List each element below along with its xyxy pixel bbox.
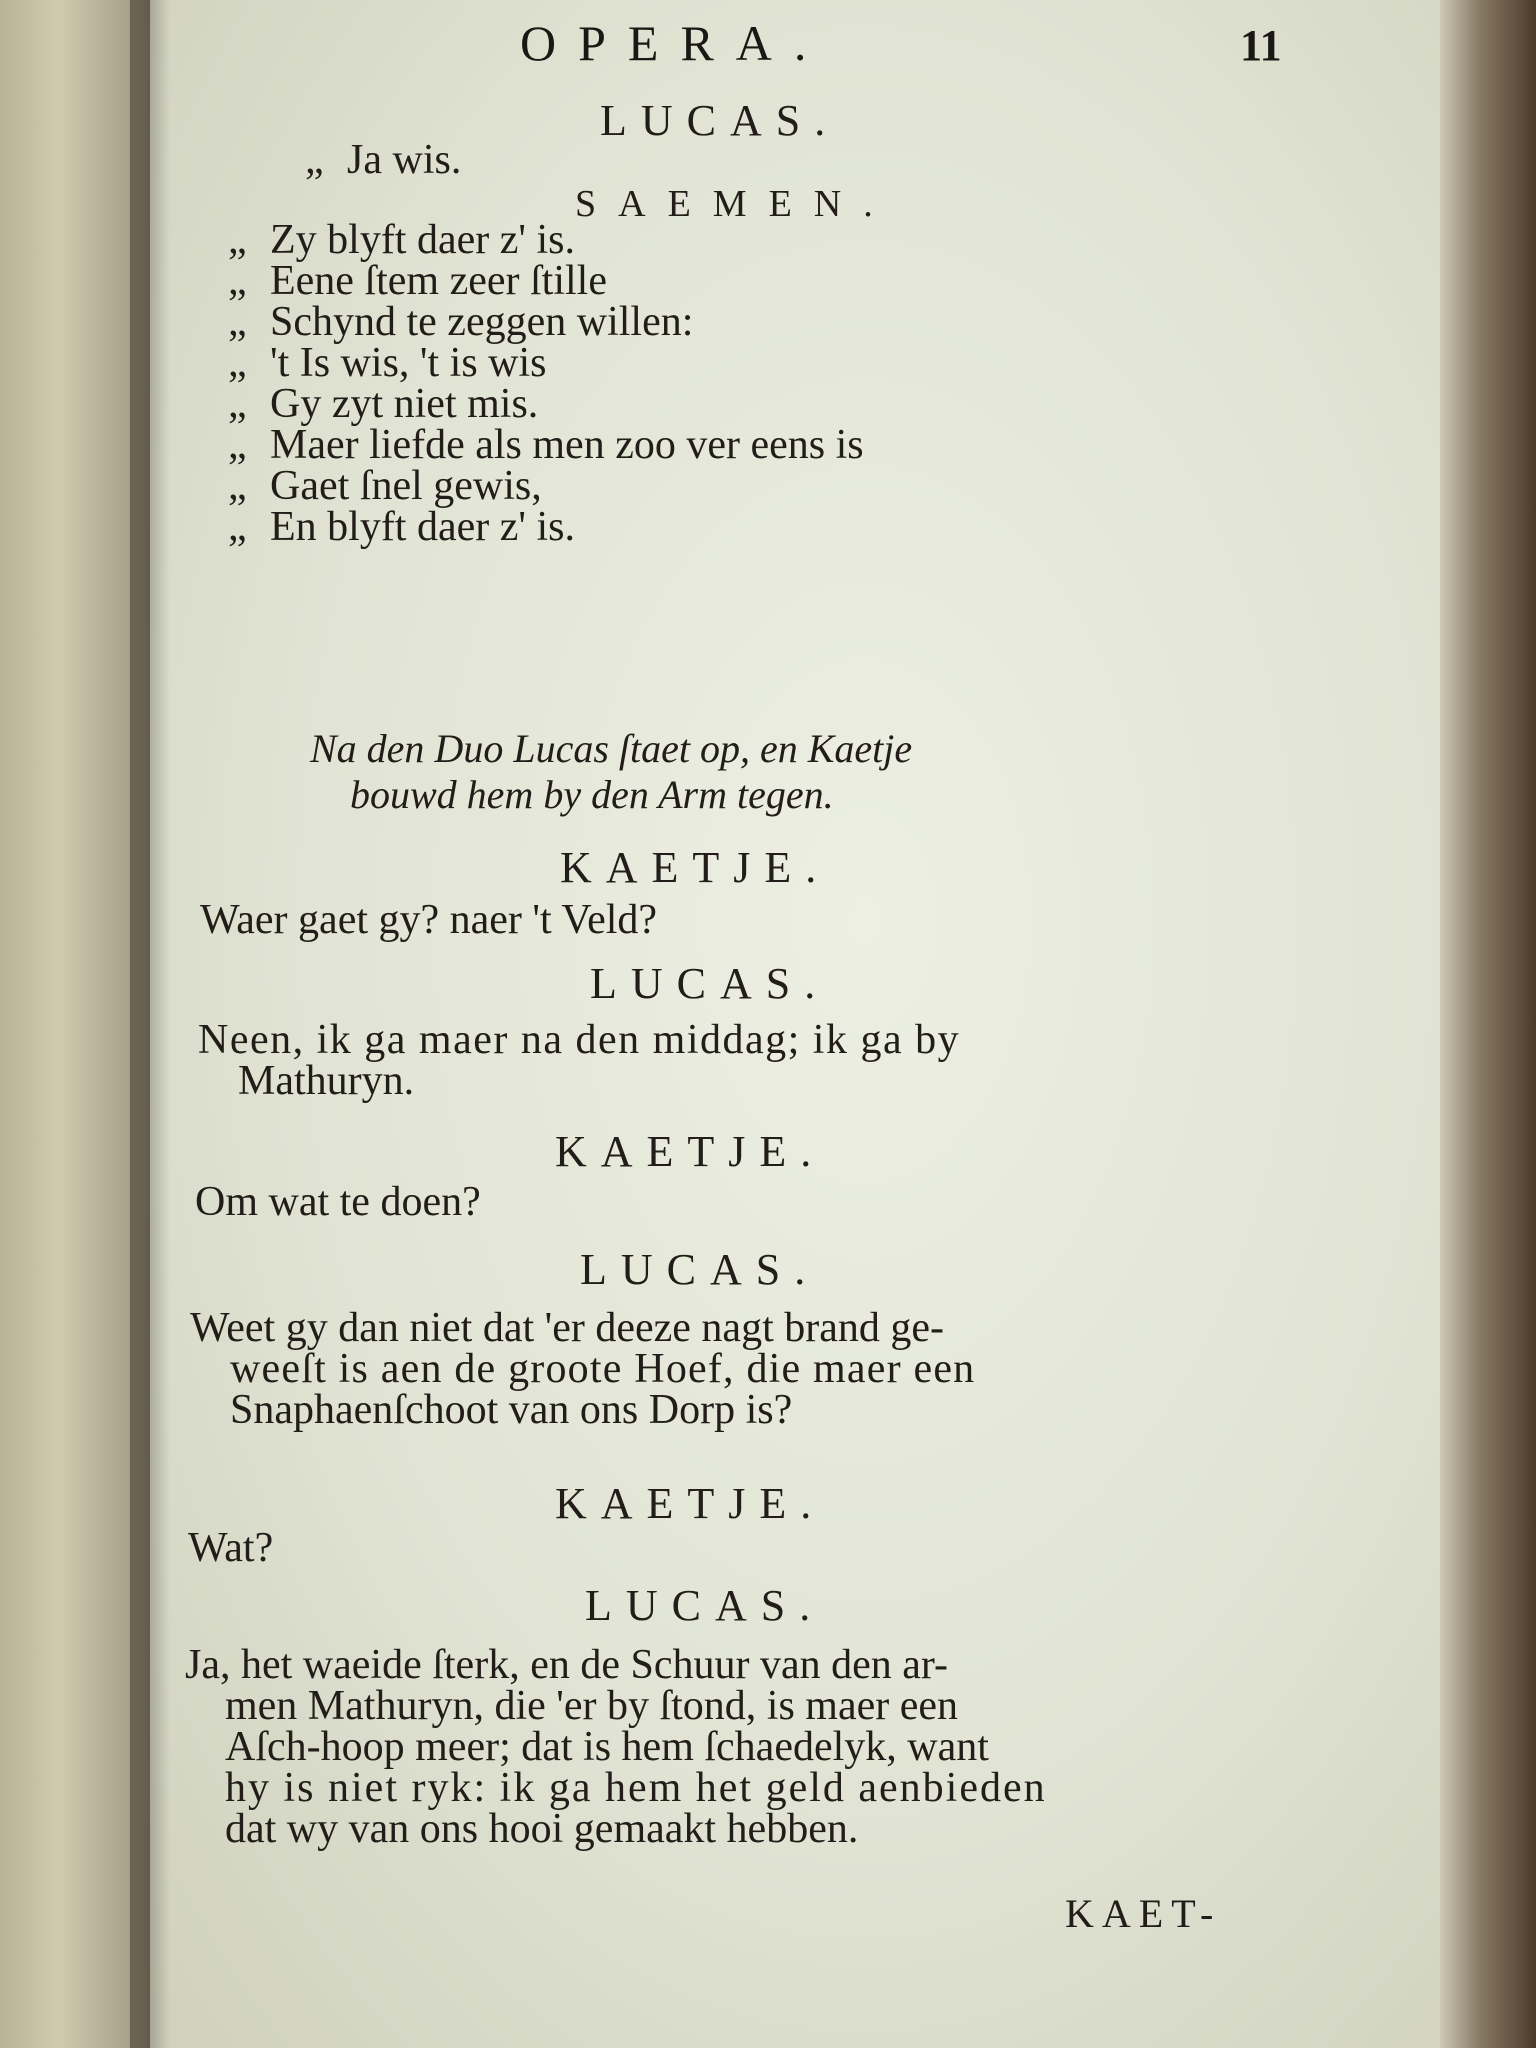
prose-block: [200, 897, 658, 943]
book-edge: [1440, 0, 1536, 2048]
prose-line: dat wy van ons hooi gemaakt hebben.: [225, 1806, 859, 1852]
prose-line: weeſt is aen de groote Hoef, die maer een: [230, 1346, 976, 1392]
page-gutter-shadow: [130, 0, 170, 2048]
speaker-heading: LUCAS.: [585, 1581, 825, 1630]
verse-line: „ Ja wis.: [305, 137, 462, 183]
speaker-heading: KAETJE.: [555, 1127, 826, 1176]
verse-line: „ Eene ſtem zeer ſtille: [228, 258, 607, 304]
stage-direction: [310, 726, 912, 818]
speaker-heading: KAETJE.: [555, 1479, 826, 1528]
speaker-heading: LUCAS.: [600, 96, 840, 145]
verse-line: „ Zy blyft daer z' is.: [228, 217, 575, 263]
verse-line: „ 't Is wis, 't is wis: [228, 340, 547, 386]
prose-block: [185, 1642, 1047, 1852]
verse-block: [228, 217, 864, 550]
stage-direction-line: bouwd hem by den Arm tegen.: [350, 772, 834, 817]
prose-line: Weet gy dan niet dat 'er deeze nagt brand ge-: [190, 1305, 944, 1351]
prose-block: [190, 1305, 976, 1433]
speaker-heading: LUCAS.: [580, 1245, 820, 1294]
prose-line: Aſch-hoop meer; dat is hem ſchaedelyk, want: [225, 1724, 989, 1770]
facing-page-edge: [0, 0, 150, 2048]
page-content: [150, 0, 1450, 2048]
speaker-heading: KAETJE.: [560, 843, 831, 892]
stage-direction-line: Na den Duo Lucas ſtaet op, en Kaetje: [310, 726, 913, 771]
prose-line: Waer gaet gy? naer 't Veld?: [200, 897, 658, 943]
verse-line: „ Maer liefde als men zoo ver eens is: [228, 422, 864, 468]
prose-line: Snaphaenſchoot van ons Dorp is?: [230, 1387, 793, 1433]
prose-line: Ja, het waeide ſterk, en de Schuur van den ar-: [185, 1642, 949, 1688]
prose-line: Om wat te doen?: [195, 1179, 481, 1225]
prose-line: Neen, ik ga maer na den middag; ik ga by: [198, 1017, 961, 1063]
speaker-heading: SAEMEN.: [575, 183, 895, 225]
catchword: KAET-: [1065, 1891, 1222, 1936]
prose-block: [195, 1179, 481, 1225]
prose-line: Mathuryn.: [238, 1058, 415, 1104]
prose-line: men Mathuryn, die 'er by ſtond, is maer een: [225, 1683, 959, 1729]
verse-block: [305, 137, 462, 183]
page-number: 11: [1240, 21, 1282, 70]
verse-line: „ En blyft daer z' is.: [228, 504, 575, 550]
speaker-heading: LUCAS.: [590, 959, 830, 1008]
prose-line: Wat?: [188, 1525, 274, 1571]
verse-line: „ Schynd te zeggen willen:: [228, 299, 694, 345]
prose-block: [188, 1525, 274, 1571]
running-head: OPERA.: [520, 15, 829, 71]
prose-block: [198, 1017, 961, 1104]
verse-line: „ Gy zyt niet mis.: [228, 381, 539, 427]
verse-line: „ Gaet ſnel gewis,: [228, 463, 542, 509]
book-page: [150, 0, 1450, 2048]
prose-line: hy is niet ryk: ik ga hem het geld aenbieden: [225, 1765, 1047, 1811]
